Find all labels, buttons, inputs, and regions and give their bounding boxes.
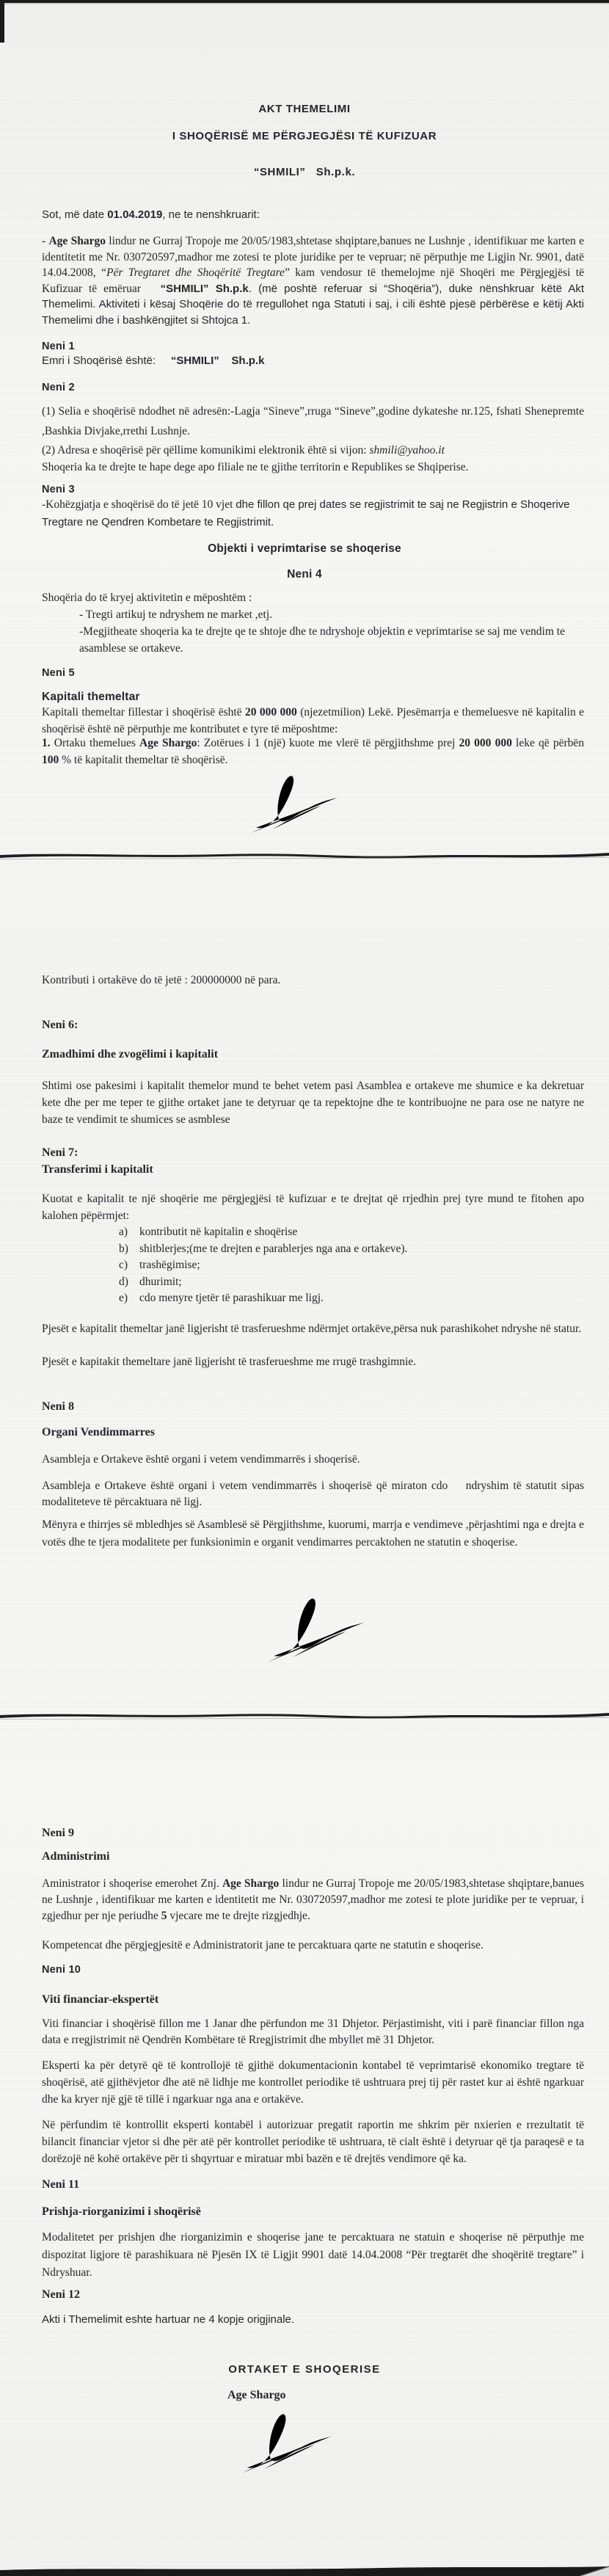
signature-icon	[236, 769, 361, 839]
article-4-list-item-2: -Megjitheate shoqeria ka te drejte qe te shtoje dhe te ndryshoje objektin e veprimtarise se saj me vendim te asamblese se ortakeve.	[79, 625, 565, 655]
article-7-subheading: Transferimi i kapitalit	[42, 1163, 153, 1176]
company-name-title: “SHMILI” Sh.p.k.	[253, 166, 356, 178]
article-7-list-item	[119, 1290, 584, 1306]
article-9-subheading: Administrimi	[42, 1850, 110, 1863]
article-5-subheading: Kapitali themeltar	[42, 691, 140, 703]
article-2-paragraph-3: Shoqeria ka te drejte te hape dege apo filiale ne te gjithe territorin e Republikes se Shqiperise.	[42, 461, 469, 473]
article-6-paragraph: Shtimi ose pakesimi i kapitalit themelor mund te behet vetem pasi Asamblea e ortakeve me shumice e ka dekretuar kete dhe per me teper te gjithe ortaket jane te detyruar qe ta repektojne dhe te kontribuojne ne para ose ne natyre ne baze te vendimit te shumices se asmblese	[42, 1080, 584, 1126]
document-subtitle: I SHOQËRISË ME PËRGJEGJËSI TË KUFIZUAR	[172, 130, 437, 142]
article-2-paragraph-1: (1) Selia e shoqërisë ndodhet në adresën:-Lagja “Sineve”,rruga “Sineve”,godine dykateshe nr.125, fshati Shenepremte ,Bashkia Divjake,rrethi Lushnje.	[42, 405, 584, 437]
article-8-paragraph-1: Asambleja e Ortakeve është organi i vetem vendimmarrës i shoqerisë.	[42, 1453, 360, 1466]
list-text: dhurimit;	[139, 1276, 182, 1288]
business-object-heading: Objekti i veprimtarise se shoqerise	[208, 542, 401, 555]
article-9-paragraph-1: Aministrator i shoqerise emerohet Znj. Age Shargo lindur ne Gurraj Tropoje me 20/05/1983,shtetase shqiptare,banues ne Lushnje , identifikuar me karten e identitetit me Nr. 030720597,madhor me zotesi te plote juridike per te vepruar, i zgjedhur per nje periudhe 5 vjecare me te drejte rizgjedhje.	[42, 1877, 584, 1922]
article-6-subheading: Zmadhimi dhe zvogëlimi i kapitalit	[42, 1048, 219, 1060]
article-12-heading: Neni 12	[42, 2288, 80, 2301]
page-boundary-2	[0, 1710, 609, 1722]
list-marker: e)	[119, 1292, 128, 1304]
article-7-list-item	[119, 1241, 584, 1257]
article-10-paragraph-1: Viti financiar i shoqërisë fillon me 1 Janar dhe përfundon me 31 Dhjetor. Përjastimisht, viti i parë financiar fillon nga data e rregjistrimit në Qendrën Kombëtare të Rregjistrimit dhe mbyllet më 31 Dhjetor.	[42, 2017, 584, 2046]
partners-heading: ORTAKET E SHOQERISE	[228, 2363, 381, 2376]
list-marker: a)	[119, 1226, 128, 1238]
article-2-paragraph-2: (2) Adresa e shoqërisë për qëllime komunikimi elektronik ëhtë si vijon: shmili@yahoo.it	[42, 444, 445, 456]
scan-bottom-edge	[0, 2564, 609, 2576]
list-text: kontributit në kapitalin e shoqërise	[139, 1226, 298, 1238]
founder-paragraph: - Age Shargo lindur ne Gurraj Tropoje me 20/05/1983,shtetase shqiptare,banues ne Lushnje , identifikuar me karten e identitetit me Nr. 030720597,madhor me zotesi te plote juridike per te vepruar; në përputhje me Ligjin Nr. 9901, datë 14.04.2008, “Për Tregtaret dhe Shoqëritë Tregtare” kam vendosur të themelojme një Shoqëri me Përgjegjësi të Kufizuar të emëruar “SHMILI” Sh.p.k. (më poshtë referuar si “Shoqëria”), duke nënshkruar këtë Akt Themelimi. Aktiviteti i kësaj Shoqërie do të rregullohet nga Statuti i saj, i cili është pjesë përbërëse e këtij Akti Themelimi dhe i bashkëngjitet si Shtojca 1.	[42, 235, 584, 327]
list-marker: d)	[119, 1276, 128, 1288]
article-7-paragraph-2: Pjesët e kapitalit themeltar janë ligjerisht të trasferueshme ndërmjet ortakëve,përsa nuk parashikohet ndryshe në statur.	[42, 1322, 582, 1335]
intro-line: Sot, më date 01.04.2019, ne te nenshkruarit:	[42, 208, 260, 221]
article-10-paragraph-2: Eksperti ka për detyrë që të kontrollojë të gjithë dokumentacionin kontabel të veprimtarisë ekonomiko tregtare të shoqërisë, atë gjithëvjetor dhe atë në lidhje me kontrollet periodike të ushtruara prej tij për rastet kur ai është ngarkuar dhe ka kryer një gjë të tillë i ngarkuar nga ana e ortakëve.	[42, 2059, 584, 2106]
article-11-paragraph: Modalitetet per prishjen dhe riorganizimin e shoqerise jane te percaktuara ne statuin e shoqerise në përputhje me dispozitat ligjore të parashikuara në Pjesën IX të Ligjit 9901 datë 14.04.2008 “Për tregtarët dhe shoqëritë tregtare” i Ndryshuar.	[42, 2231, 584, 2279]
contribution-line: Kontributi i ortakëve do të jetë : 200000000 në para.	[42, 974, 281, 986]
article-8-heading: Neni 8	[42, 1400, 74, 1413]
article-10-paragraph-3: Në përfundim të kontrollit eksperti kontabël i autorizuar pregatit raportin me shkrim për nxierien e rrezultatit të bilancit financiar vjetor si dhe për atë për kontrollet periodike të ushtruara, të cialt është i detyruar që tja paraqesë e ta dorëzojë në kohë ortakëve për ti shqyrtuar e miratuar mbi bazën e të drejtës vendimore që ka.	[42, 2119, 584, 2165]
article-3-paragraph: -Kohëzgjatja e shoqërisë do të jetë 10 vjet dhe fillon qe prej dates se regjistrimit te saj ne Regjistrin e Shoqerive Tregtare ne Qendren Kombetare te Regjistrimit.	[42, 498, 570, 528]
scan-left-edge	[0, 0, 4, 43]
article-8-paragraph-3: Mënyra e thirrjes së mbledhjes së Asamblesë së Përgjithshme, kuorumi, marrja e vendimeve ,përjashtimi nga e drejta e votës dhe te tjera modalitete per funksionimin e organit vendimarres percaktohen ne statutin e shoqerise.	[42, 1518, 584, 1549]
article-2-heading: Neni 2	[42, 382, 75, 393]
scan-top-edge	[0, 0, 609, 3]
article-5-heading: Neni 5	[42, 667, 75, 679]
article-3-heading: Neni 3	[42, 484, 75, 495]
document-title: AKT THEMELIMI	[258, 103, 351, 115]
article-8-subheading: Organi Vendimmarres	[42, 1426, 155, 1438]
article-1-company-line: Emri i Shoqërisë është: “SHMILI” Sh.p.k	[42, 354, 265, 367]
article-11-heading: Neni 11	[42, 2178, 80, 2191]
list-text: shitblerjes;(me te drejten e parablerjes nga ana e ortakeve).	[139, 1242, 408, 1255]
article-7-paragraph-3: Pjesët e kapitakit themeltare janë ligjerisht të trasferueshme me rrugë trashgimnie.	[42, 1356, 417, 1368]
signature-icon	[230, 2407, 351, 2479]
list-text: trashëgimise;	[139, 1259, 200, 1271]
article-9-heading: Neni 9	[42, 1827, 74, 1839]
article-9-paragraph-2: Kompetencat dhe përgjegjesitë e Administratorit jane te percaktuara qarte ne statutin e shoqerise.	[42, 1939, 484, 1951]
article-7-heading: Neni 7:	[42, 1146, 79, 1159]
list-text: cdo menyre tjetër të parashikuar me ligj.	[139, 1292, 324, 1304]
article-7-paragraph-1: Kuotat e kapitalit te një shoqërie me përgjegjësi të kufizuar e te drejtat që rrjedhin prej tyre mund te fitohen apo kalohen pëpërmjet:	[42, 1193, 584, 1222]
article-7-list-item	[119, 1274, 584, 1290]
article-4-heading: Neni 4	[287, 568, 322, 581]
article-1-heading: Neni 1	[42, 341, 75, 352]
article-4-list-item-1: - Tregti artikuj te ndryshem ne market ,etj.	[79, 608, 273, 621]
article-5-paragraph-2: 1. Ortaku themelues Age Shargo: Zotërues i 1 (një) kuote me vlerë të përgjithshme prej 20 000 000 leke që përbën 100 % të kapitalit themeltar të shoqërisë.	[42, 737, 585, 766]
article-7-list-item	[119, 1224, 584, 1240]
article-10-subheading: Viti financiar-ekspertët	[42, 1993, 159, 2006]
article-5-paragraph-1: Kapitali themeltar fillestar i shoqërisë është 20 000 000 (njezetmilion) Lekë. Pjesëmarrja e themeluesve në kapitalin e shoqërisë është në përputhje me kontributet e tyre të mëposhtme:	[42, 706, 584, 735]
article-11-subheading: Prishja-riorganizimi i shoqërisë	[42, 2205, 201, 2218]
article-8-paragraph-2: Asambleja e Ortakeve është organi i vetem vendimmarrës i shoqerisë që miraton cdo ndryshim të statutit sipas modaliteteve të përcaktuara në ligj.	[42, 1480, 584, 1508]
article-12-paragraph: Akti i Themelimit eshte hartuar ne 4 kopje origjinale.	[42, 2313, 295, 2326]
article-6-heading: Neni 6:	[42, 1019, 79, 1031]
page-boundary-1	[0, 850, 609, 862]
article-10-heading: Neni 10	[42, 1964, 81, 1976]
signature-icon	[249, 1591, 393, 1668]
article-7-list-item	[119, 1257, 584, 1273]
list-marker: c)	[119, 1259, 128, 1271]
founder-signature-name: Age Shargo	[227, 2389, 286, 2401]
list-marker: b)	[119, 1242, 128, 1255]
article-4-paragraph: Shoqëria do të kryej aktivitetin e mëposhtëm :	[42, 592, 252, 604]
